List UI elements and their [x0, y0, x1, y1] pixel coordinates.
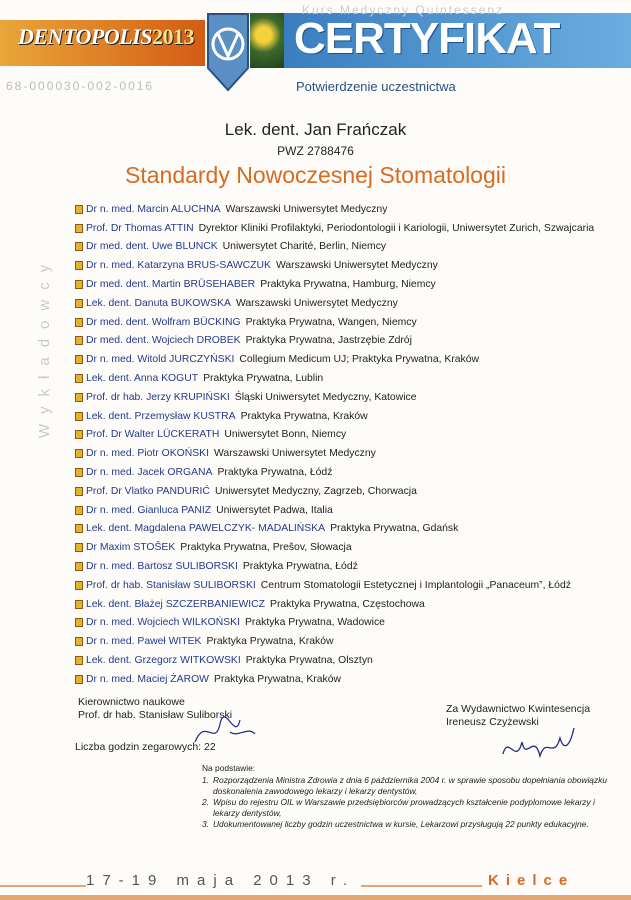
bottom-bar — [0, 895, 631, 900]
lecturer-name: Lek. dent. Grzegorz WITKOWSKI — [86, 655, 241, 667]
lecturer-name: Dr med. dent. Martin BRÜSEHABER — [86, 279, 256, 291]
lecturer-name: Dr n. med. Marcin ALUCHNA — [86, 203, 221, 215]
lecturer-name: Dr med. dent. Uwe BLUNCK — [86, 241, 218, 253]
publisher-label: Za Wydawnictwo Kwintesencja — [446, 703, 591, 715]
bullet-icon — [75, 506, 83, 515]
lecturer-affiliation: Praktyka Prywatna, Gdańsk — [330, 523, 459, 535]
dentopolis-logo: DENTOPOLIS2013 — [18, 24, 194, 49]
lecturer-affiliation: Praktyka Prywatna, Lublin — [203, 373, 324, 385]
lecturer-name: Dr n. med. Jacek ORGANA — [86, 467, 213, 479]
certificate-header — [0, 0, 631, 100]
lecturer-row — [75, 200, 625, 219]
lecturer-row — [75, 576, 625, 595]
bullet-icon — [75, 280, 83, 289]
certificate-title: CERTYFIKAT — [294, 14, 560, 63]
bullet-icon — [75, 600, 83, 609]
flower-photo — [250, 13, 284, 68]
lecturer-row — [75, 651, 625, 670]
legal-basis-item — [202, 819, 622, 830]
legal-basis-header: Na podstawie: — [202, 763, 256, 773]
course-provider: Kurs Medyczny Quintessenz — [302, 3, 505, 17]
lecturer-row — [75, 595, 625, 614]
bullet-icon — [75, 336, 83, 345]
lecturer-row — [75, 350, 625, 369]
legal-basis-item — [202, 797, 622, 818]
lecturer-affiliation: Centrum Stomatologii Estetycznej i Implantologii „Panaceum”, Łódź — [260, 579, 571, 591]
legal-basis-list — [202, 775, 622, 830]
legal-basis-item — [202, 775, 622, 796]
bullet-icon — [75, 393, 83, 402]
bullet-icon — [75, 524, 83, 533]
bullet-icon — [75, 468, 83, 477]
lecturer-name: Dr n. med. Witold JURCZYŃSKI — [86, 354, 235, 366]
scientific-director-label: Kierownictwo naukowe — [78, 696, 185, 708]
lecturer-name: Dr n. med. Katarzyna BRUS-SAWCZUK — [86, 260, 271, 272]
lecturer-affiliation: Praktyka Prywatna, Jastrzębie Zdrój — [245, 335, 412, 347]
lecturer-name: Prof. Dr Walter LÜCKERATH — [86, 429, 220, 441]
lecturer-row — [75, 407, 625, 426]
lecturer-row — [75, 463, 625, 482]
lecturer-row — [75, 501, 625, 520]
lecturer-name: Lek. dent. Błażej SZCZERBANIEWICZ — [86, 598, 266, 610]
legal-basis-number: 1. — [202, 775, 209, 785]
legal-basis-text: Udokumentowanej liczby godzin uczestnictwa w kursie, Lekarzowi przysługują 22 punkty edukacyjne. — [213, 819, 589, 830]
lecturer-name: Prof. dr hab. Jerzy KRUPIŃSKI — [86, 391, 230, 403]
bullet-icon — [75, 242, 83, 251]
lecturer-name: Dr n. med. Bartosz SULIBORSKI — [86, 561, 238, 573]
lecturer-name: Dr n. med. Wojciech WILKOŃSKI — [86, 617, 240, 629]
lecturer-row — [75, 369, 625, 388]
lecturer-affiliation: Collegium Medicum UJ; Praktyka Prywatna, Kraków — [239, 354, 480, 366]
lecturer-name: Dr n. med. Paweł WITEK — [86, 636, 202, 648]
serial-number: 68-000030-002-0016 — [6, 79, 155, 93]
bullet-icon — [75, 618, 83, 627]
legal-basis-number: 3. — [202, 819, 209, 830]
lecturer-name: Dr n. med. Maciej ŻAROW — [86, 673, 209, 685]
course-title: Standardy Nowoczesnej Stomatologii — [125, 162, 506, 188]
quintessenz-seal-icon — [205, 10, 251, 92]
hours-count: Liczba godzin zegarowych: 22 — [75, 741, 216, 753]
lecturer-affiliation: Warszawski Uniwersytet Medyczny — [235, 297, 398, 309]
bullet-icon — [75, 637, 83, 646]
lecturer-name: Lek. dent. Danuta BUKOWSKA — [86, 297, 231, 309]
lecturer-affiliation: Uniwersytet Charité, Berlin, Niemcy — [222, 241, 387, 253]
bullet-icon — [75, 562, 83, 571]
lecturer-affiliation: Praktyka Prywatna, Kraków — [213, 673, 342, 685]
lecturer-affiliation: Praktyka Prywatna, Hamburg, Niemcy — [260, 279, 436, 291]
lecturer-row — [75, 332, 625, 351]
legal-basis-text: Rozporządzenia Ministra Zdrowia z dnia 6 października 2004 r. w sprawie sposobu dopełniania obowiązku doskonalenia zawodowego lekarzy i lekarzy dentystów, — [213, 775, 607, 796]
lecturer-row — [75, 426, 625, 445]
bullet-icon — [75, 318, 83, 327]
course-dates: 17-19 maja 2013 r. — [86, 872, 361, 889]
lecturer-affiliation: Dyrektor Kliniki Profilaktyki, Periodontologii i Kariologii, Uniwersytet Zurich, Szwajcaria — [198, 222, 595, 234]
lecturer-row — [75, 275, 625, 294]
bullet-icon — [75, 299, 83, 308]
lecturer-affiliation: Uniwersytet Padwa, Italia — [216, 504, 333, 516]
lecturer-affiliation: Praktyka Prywatna, Prešov, Słowacja — [180, 542, 352, 554]
bullet-icon — [75, 656, 83, 665]
bullet-icon — [75, 487, 83, 496]
lecturer-affiliation: Praktyka Prywatna, Wangen, Niemcy — [245, 316, 417, 328]
lecturer-affiliation: Praktyka Prywatna, Łódź — [242, 561, 358, 573]
lecturer-name: Prof. Dr Thomas ATTIN — [86, 222, 194, 234]
course-city: Kielce — [482, 872, 574, 889]
lecturer-affiliation: Praktyka Prywatna, Kraków — [240, 410, 368, 422]
lecturer-row — [75, 614, 625, 633]
lecturer-affiliation: Uniwersytet Bonn, Niemcy — [224, 429, 347, 441]
lecturer-affiliation: Praktyka Prywatna, Olsztyn — [245, 655, 373, 667]
lecturer-row — [75, 670, 625, 689]
legal-basis — [202, 763, 622, 831]
recipient-pwz: PWZ 2788476 — [277, 144, 354, 158]
lecturers-list — [75, 200, 625, 689]
lecturer-affiliation: Warszawski Uniwersytet Medyczny — [214, 448, 376, 460]
lecturer-name: Dr n. med. Piotr OKOŃSKI — [86, 448, 209, 460]
bullet-icon — [75, 543, 83, 552]
bullet-icon — [75, 205, 83, 214]
bullet-icon — [75, 675, 83, 684]
lecturer-name: Lek. dent. Magdalena PAWELCZYK- MADALIŃSKA — [86, 523, 326, 535]
lecturer-row — [75, 538, 625, 557]
bullet-icon — [75, 412, 83, 421]
lecturer-name: Prof. dr hab. Stanisław SULIBORSKI — [86, 579, 256, 591]
lecturer-row — [75, 238, 625, 257]
recipient-name: Lek. dent. Jan Frańczak — [224, 120, 407, 139]
lecturer-name: Dr med. dent. Wolfram BÜCKING — [86, 316, 241, 328]
lecturer-row — [75, 313, 625, 332]
lecturer-affiliation: Śląski Uniwersytet Medyczny, Katowice — [234, 391, 417, 403]
lecturer-row — [75, 219, 625, 238]
lecturer-row — [75, 294, 625, 313]
lecturer-affiliation: Praktyka Prywatna, Kraków — [206, 636, 334, 648]
lecturer-name: Dr med. dent. Wojciech DROBEK — [86, 335, 241, 347]
bullet-icon — [75, 374, 83, 383]
bullet-icon — [75, 430, 83, 439]
publisher-representative: Ireneusz Czyżewski — [446, 716, 539, 728]
bullet-icon — [75, 355, 83, 364]
lecturer-name: Dr Maxim STOŠEK — [86, 542, 176, 554]
lecturers-vertical-label: Wykładowcy — [36, 254, 53, 438]
lecturer-affiliation: Praktyka Prywatna, Wadowice — [244, 617, 385, 629]
lecturer-affiliation: Warszawski Uniwersytet Medyczny — [225, 203, 388, 215]
legal-basis-text: Wpisu do rejestru OIL w Warszawie przedsiębiorców prowadzących kształcenie podyplomowe lekarzy i lekarzy dentystów, — [213, 797, 595, 818]
bullet-icon — [75, 261, 83, 270]
lecturer-row — [75, 632, 625, 651]
lecturer-name: Lek. dent. Przemysław KUSTRA — [86, 410, 236, 422]
bullet-icon — [75, 224, 83, 233]
lecturer-affiliation: Uniwersytet Medyczny, Zagrzeb, Chorwacja — [214, 485, 417, 497]
lecturer-row — [75, 388, 625, 407]
lecturer-row — [75, 520, 625, 539]
lecturer-name: Lek. dent. Anna KOGUT — [86, 373, 199, 385]
bullet-icon — [75, 449, 83, 458]
lecturer-name: Prof. Dr Vlatko PANDURIĆ — [86, 485, 210, 497]
lecturer-affiliation: Praktyka Prywatna, Łódź — [217, 467, 333, 479]
lecturer-affiliation: Warszawski Uniwersytet Medyczny — [275, 260, 438, 272]
lecturer-name: Dr n. med. Gianluca PANIZ — [86, 504, 212, 516]
lecturer-row — [75, 256, 625, 275]
lecturer-row — [75, 482, 625, 501]
bullet-icon — [75, 581, 83, 590]
lecturer-row — [75, 557, 625, 576]
scientific-director-name: Prof. dr hab. Stanisław Suliborski — [78, 709, 233, 721]
lecturer-affiliation: Praktyka Prywatna, Częstochowa — [270, 598, 425, 610]
lecturer-row — [75, 444, 625, 463]
certificate-subtitle: Potwierdzenie uczestnictwa — [296, 79, 456, 94]
legal-basis-number: 2. — [202, 797, 209, 808]
